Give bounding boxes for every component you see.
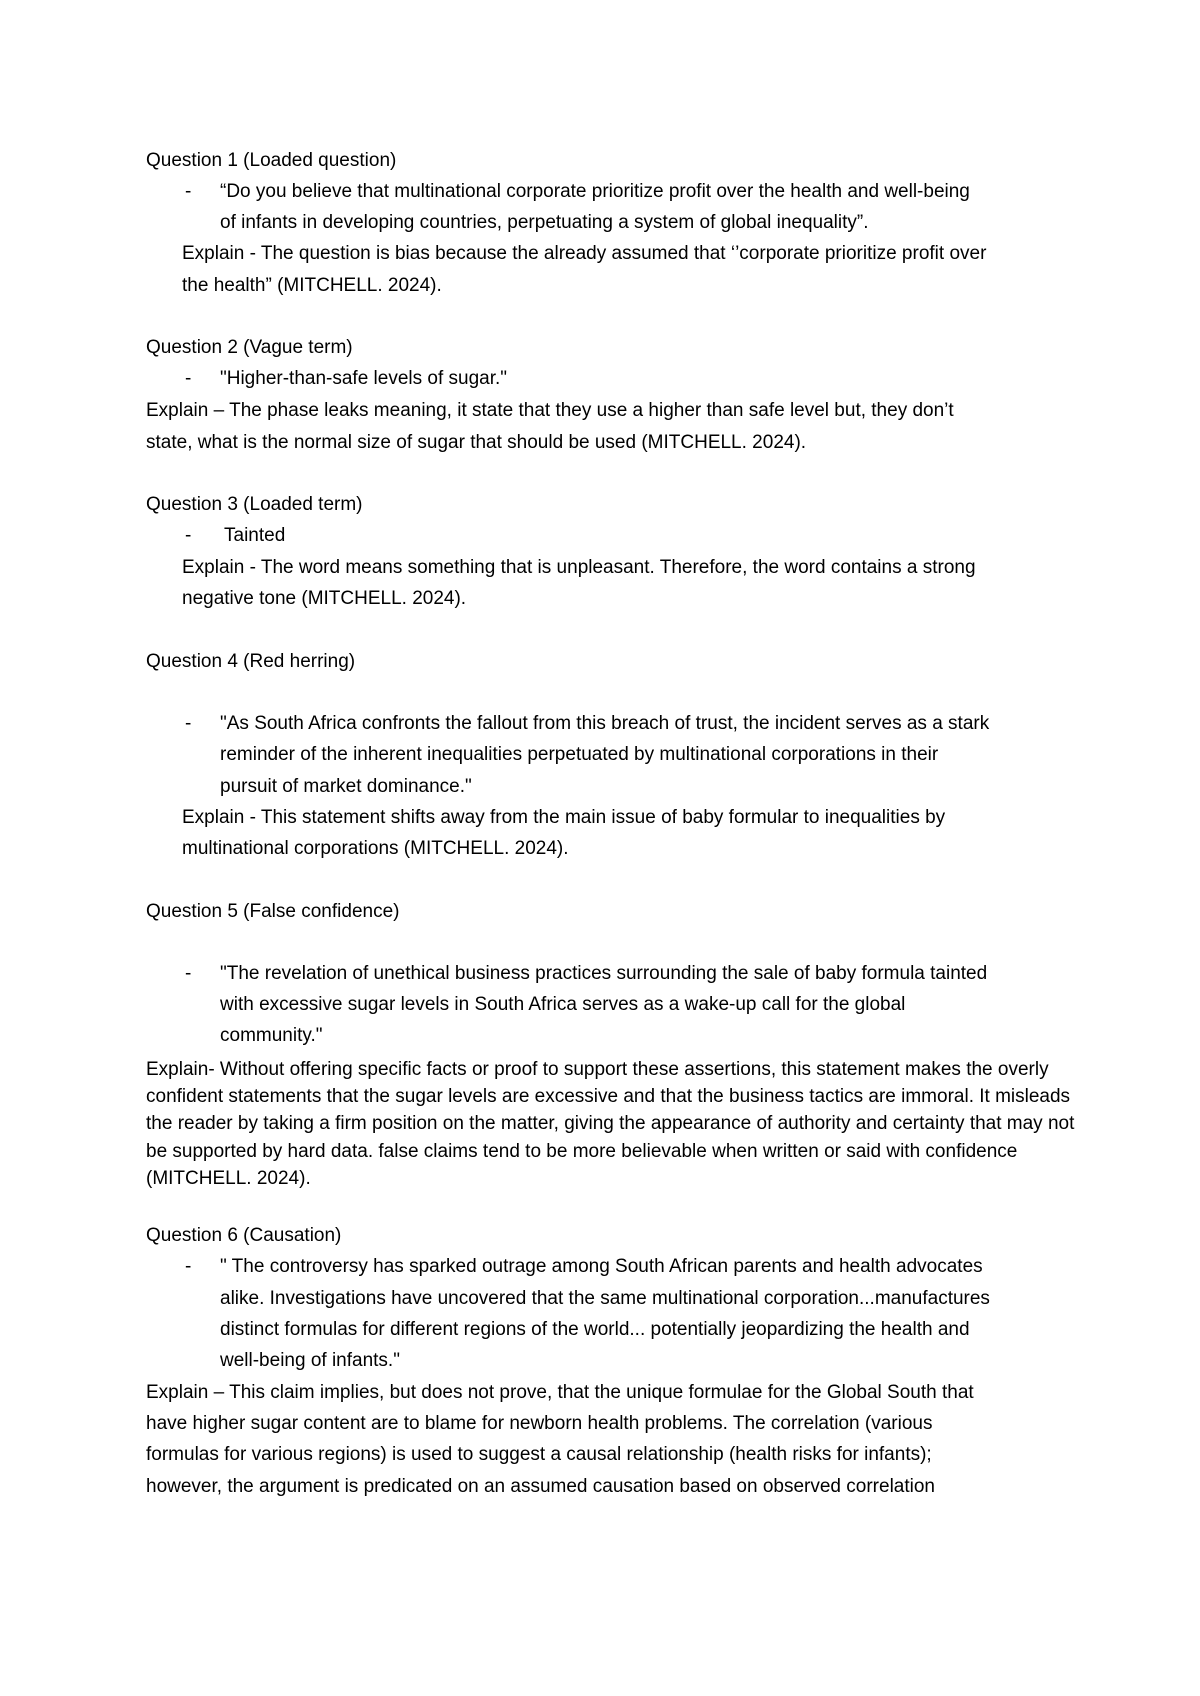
q2-bullet-dash: -	[185, 368, 192, 389]
q6-bullet-line-4: well-being of infants."	[220, 1350, 400, 1371]
q6-bullet-line-1: " The controversy has sparked outrage among South African parents and health advocates	[220, 1256, 983, 1277]
q2-bullet-line-1: "Higher-than-safe levels of sugar."	[220, 368, 508, 389]
q1-bullet-line-2: of infants in developing countries, perpetuating a system of global inequality”.	[220, 212, 869, 233]
q6-bullet-dash: -	[185, 1256, 192, 1277]
q1-bullet-dash: -	[185, 181, 192, 202]
q5-heading: Question 5 (False confidence)	[146, 901, 400, 922]
q4-bullet-line-2: reminder of the inherent inequalities perpetuated by multinational corporations in their	[220, 744, 939, 765]
q5-bullet-line-3: community."	[220, 1025, 323, 1046]
q1-heading: Question 1 (Loaded question)	[146, 150, 397, 171]
q2-explain-line-1: Explain – The phase leaks meaning, it state that they use a higher than safe level but, they don’t	[146, 400, 954, 421]
q6-explain-line-1: Explain – This claim implies, but does not prove, that the unique formulae for the Global South that	[146, 1382, 974, 1403]
q2-heading: Question 2 (Vague term)	[146, 337, 353, 358]
q5-bullet-dash: -	[185, 963, 192, 984]
q6-explain-line-4: however, the argument is predicated on an assumed causation based on observed correlation	[146, 1476, 935, 1497]
q1-explain-line-1: Explain - The question is bias because the already assumed that ‘’corporate prioritize profit over	[182, 243, 987, 264]
q6-bullet-line-2: alike. Investigations have uncovered that the same multinational corporation...manufactures	[220, 1288, 990, 1309]
q6-bullet-line-3: distinct formulas for different regions of the world... potentially jeopardizing the health and	[220, 1319, 970, 1340]
q3-explain-line-2: negative tone (MITCHELL. 2024).	[182, 588, 467, 609]
q3-heading: Question 3 (Loaded term)	[146, 494, 363, 515]
q5-explain-paragraph: Explain- Without offering specific facts or proof to support these assertions, this statement makes the overly confident statements that the sugar levels are excessive and that the business tactics are immoral. It misleads the reader by taking a firm position on the matter, giving the appearance of authority and certainty that may not be supported by hard data. false claims tend to be more believable when written or said with confidence (MITCHELL. 2024).	[146, 1059, 1075, 1189]
q2-explain-line-2: state, what is the normal size of sugar that should be used (MITCHELL. 2024).	[146, 432, 807, 453]
q6-explain-line-3: formulas for various regions) is used to suggest a causal relationship (health risks for infants);	[146, 1444, 932, 1465]
q4-explain-line-1: Explain - This statement shifts away from the main issue of baby formular to inequalities by	[182, 807, 946, 828]
q4-bullet-line-1: "As South Africa confronts the fallout from this breach of trust, the incident serves as a stark	[220, 713, 990, 734]
q4-bullet-dash: -	[185, 713, 192, 734]
q1-explain-line-2: the health” (MITCHELL. 2024).	[182, 275, 442, 296]
q4-heading: Question 4 (Red herring)	[146, 651, 356, 672]
q6-heading: Question 6 (Causation)	[146, 1225, 342, 1246]
q5-bullet-line-2: with excessive sugar levels in South Africa serves as a wake-up call for the global	[220, 994, 906, 1015]
q3-bullet-dash: -	[185, 525, 192, 546]
q4-explain-line-2: multinational corporations (MITCHELL. 2024).	[182, 838, 569, 859]
q1-bullet-line-1: “Do you believe that multinational corporate prioritize profit over the health and well-being	[220, 181, 970, 202]
q3-explain-line-1: Explain - The word means something that is unpleasant. Therefore, the word contains a strong	[182, 557, 976, 578]
q5-bullet-line-1: "The revelation of unethical business practices surrounding the sale of baby formula tainted	[220, 963, 988, 984]
q3-bullet-line-1: Tainted	[224, 525, 286, 546]
q4-bullet-line-3: pursuit of market dominance."	[220, 776, 472, 797]
q6-explain-line-2: have higher sugar content are to blame for newborn health problems. The correlation (various	[146, 1413, 933, 1434]
